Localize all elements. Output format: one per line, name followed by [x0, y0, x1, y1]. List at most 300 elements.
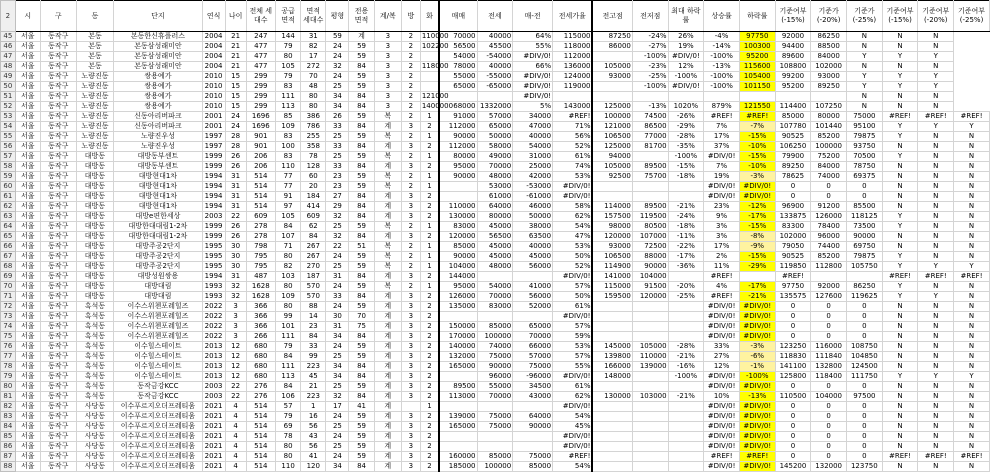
- cell[interactable]: 15: [225, 92, 246, 102]
- cell[interactable]: 795: [246, 262, 275, 272]
- cell[interactable]: 서울: [15, 52, 40, 62]
- cell[interactable]: -53000: [513, 182, 553, 192]
- cell[interactable]: 33: [301, 342, 326, 352]
- row-number[interactable]: 62: [1, 202, 16, 212]
- cell[interactable]: 272: [301, 62, 326, 72]
- cell[interactable]: 795: [246, 252, 275, 262]
- cell[interactable]: 84: [301, 332, 326, 342]
- cell[interactable]: 2: [420, 202, 439, 212]
- cell[interactable]: 동작구: [40, 422, 76, 432]
- cell[interactable]: 95100: [847, 122, 883, 132]
- cell[interactable]: 2: [420, 452, 439, 462]
- cell[interactable]: Y: [882, 262, 918, 272]
- cell[interactable]: 75000: [477, 422, 513, 432]
- cell[interactable]: #DIV/0!: [739, 302, 775, 312]
- cell[interactable]: 54000: [439, 52, 477, 62]
- cell[interactable]: 104000: [439, 262, 477, 272]
- cell[interactable]: N: [918, 162, 954, 172]
- cell[interactable]: 3: [225, 322, 246, 332]
- cell[interactable]: 145000: [592, 342, 632, 352]
- cell[interactable]: 노량진우성: [114, 132, 202, 142]
- cell[interactable]: 59: [349, 152, 374, 162]
- cell[interactable]: 112000: [553, 52, 593, 62]
- cell[interactable]: 동작구: [40, 302, 76, 312]
- cell[interactable]: 223: [301, 392, 326, 402]
- cell[interactable]: 대방동: [76, 152, 114, 162]
- cell[interactable]: 4: [225, 432, 246, 442]
- cell[interactable]: 이수푸르지오더프레티움: [114, 402, 202, 412]
- cell[interactable]: 22: [225, 382, 246, 392]
- cell[interactable]: [668, 402, 704, 412]
- cell[interactable]: 24: [326, 452, 349, 462]
- cell[interactable]: 50000: [477, 132, 513, 142]
- cell[interactable]: 45000: [477, 222, 513, 232]
- cell[interactable]: 75000: [513, 362, 553, 372]
- column-header[interactable]: 평형: [326, 1, 349, 32]
- column-header[interactable]: 계/복: [374, 1, 401, 32]
- cell[interactable]: 88000: [632, 252, 668, 262]
- cell[interactable]: 185000: [439, 462, 477, 472]
- cell[interactable]: 노량진동: [76, 102, 114, 112]
- cell[interactable]: 31: [301, 32, 326, 42]
- cell[interactable]: N: [918, 212, 954, 222]
- cell[interactable]: 88: [301, 302, 326, 312]
- cell[interactable]: 19%: [704, 172, 740, 182]
- cell[interactable]: 대방동: [76, 232, 114, 242]
- row-number[interactable]: 72: [1, 302, 16, 312]
- cell[interactable]: 9%: [704, 212, 740, 222]
- cell[interactable]: 104000: [811, 392, 847, 402]
- cell[interactable]: 2: [420, 292, 439, 302]
- cell[interactable]: -1%: [739, 362, 775, 372]
- cell[interactable]: 이수스위첸포레힐즈: [114, 302, 202, 312]
- cell[interactable]: N: [918, 62, 954, 72]
- cell[interactable]: 55000: [439, 72, 477, 82]
- cell[interactable]: 1999: [202, 162, 225, 172]
- cell[interactable]: 2004: [202, 52, 225, 62]
- cell[interactable]: 대방현대1차: [114, 202, 202, 212]
- row-number[interactable]: 84: [1, 422, 16, 432]
- cell[interactable]: 3: [374, 62, 401, 72]
- cell[interactable]: 110: [276, 462, 301, 472]
- cell[interactable]: 26: [225, 152, 246, 162]
- cell[interactable]: 609: [301, 212, 326, 222]
- cell[interactable]: 3: [401, 352, 420, 362]
- cell[interactable]: 25000: [513, 162, 553, 172]
- cell[interactable]: #DIV/0!: [704, 192, 740, 202]
- cell[interactable]: 동작구: [40, 412, 76, 422]
- cell[interactable]: 17%: [704, 132, 740, 142]
- cell[interactable]: 본동: [76, 42, 114, 52]
- cell[interactable]: 0: [775, 322, 811, 332]
- cell[interactable]: -16%: [668, 362, 704, 372]
- cell[interactable]: 91: [276, 192, 301, 202]
- cell[interactable]: 84: [349, 372, 374, 382]
- cell[interactable]: 2013: [202, 362, 225, 372]
- cell[interactable]: Y: [882, 282, 918, 292]
- cell[interactable]: 79900: [775, 152, 811, 162]
- row-number[interactable]: 65: [1, 232, 16, 242]
- cell[interactable]: -21%: [668, 392, 704, 402]
- cell[interactable]: 57000: [513, 352, 553, 362]
- cell[interactable]: #DIV/0!: [668, 82, 704, 92]
- cell[interactable]: 동작구: [40, 372, 76, 382]
- cell[interactable]: 사당동: [76, 452, 114, 462]
- cell[interactable]: 139000: [439, 412, 477, 422]
- cell[interactable]: 25: [326, 422, 349, 432]
- cell[interactable]: N: [882, 312, 918, 322]
- cell[interactable]: 3: [374, 92, 401, 102]
- column-header[interactable]: 전세: [477, 1, 513, 32]
- cell[interactable]: 2022: [202, 322, 225, 332]
- cell[interactable]: 59: [349, 42, 374, 52]
- cell[interactable]: 84: [349, 62, 374, 72]
- cell[interactable]: 110000: [439, 202, 477, 212]
- cell[interactable]: 77: [276, 172, 301, 182]
- cell[interactable]: 서울: [15, 212, 40, 222]
- column-header[interactable]: 공급 면적: [276, 1, 301, 32]
- cell[interactable]: 복: [374, 132, 401, 142]
- cell[interactable]: 서울: [15, 72, 40, 82]
- cell[interactable]: 동작구: [40, 52, 76, 62]
- cell[interactable]: N: [918, 352, 954, 362]
- cell[interactable]: 1: [301, 402, 326, 412]
- cell[interactable]: 90525: [775, 132, 811, 142]
- cell[interactable]: 414: [301, 202, 326, 212]
- cell[interactable]: 복: [374, 112, 401, 122]
- cell[interactable]: N: [918, 442, 954, 452]
- cell[interactable]: 143000: [553, 102, 593, 112]
- cell[interactable]: 77: [276, 182, 301, 192]
- cell[interactable]: 1: [420, 262, 439, 272]
- cell[interactable]: 24: [326, 52, 349, 62]
- cell[interactable]: 신동아리버파크: [114, 122, 202, 132]
- cell[interactable]: 47000: [513, 122, 553, 132]
- cell[interactable]: 1696: [246, 122, 275, 132]
- cell[interactable]: 동작구: [40, 282, 76, 292]
- cell[interactable]: [420, 72, 439, 82]
- column-header[interactable]: 면적 세대수: [301, 1, 326, 32]
- cell[interactable]: 0: [811, 332, 847, 342]
- cell[interactable]: N: [882, 42, 918, 52]
- cell[interactable]: 0: [847, 412, 883, 422]
- row-number[interactable]: 49: [1, 72, 16, 82]
- cell[interactable]: 100300: [739, 42, 775, 52]
- cell[interactable]: 서울: [15, 232, 40, 242]
- cell[interactable]: 2: [420, 302, 439, 312]
- cell[interactable]: 계: [374, 122, 401, 132]
- cell[interactable]: 2003: [202, 392, 225, 402]
- column-header[interactable]: 동: [76, 1, 114, 32]
- cell[interactable]: 계: [374, 142, 401, 152]
- cell[interactable]: 115600: [739, 62, 775, 72]
- cell[interactable]: 2: [420, 162, 439, 172]
- cell[interactable]: 80: [276, 442, 301, 452]
- cell[interactable]: #DIV/0!: [704, 332, 740, 342]
- cell[interactable]: #DIV/0!: [704, 182, 740, 192]
- cell[interactable]: [632, 412, 668, 422]
- cell[interactable]: [477, 312, 513, 322]
- cell[interactable]: -10%: [739, 162, 775, 172]
- cell[interactable]: -8%: [739, 232, 775, 242]
- cell[interactable]: 83000: [439, 222, 477, 232]
- cell[interactable]: 동작구: [40, 92, 76, 102]
- cell[interactable]: N: [954, 292, 990, 302]
- cell[interactable]: [704, 92, 740, 102]
- cell[interactable]: 26: [326, 112, 349, 122]
- cell[interactable]: 79: [276, 42, 301, 52]
- cell[interactable]: 1: [420, 172, 439, 182]
- cell[interactable]: 120: [301, 462, 326, 472]
- cell[interactable]: 299: [246, 92, 275, 102]
- cell[interactable]: 흑석동: [76, 342, 114, 352]
- cell[interactable]: 62%: [553, 212, 593, 222]
- cell[interactable]: 59: [349, 452, 374, 462]
- cell[interactable]: 118400: [811, 372, 847, 382]
- cell[interactable]: 91500: [632, 282, 668, 292]
- cell[interactable]: 59: [349, 262, 374, 272]
- cell[interactable]: 148000: [592, 372, 632, 382]
- cell[interactable]: 59: [349, 132, 374, 142]
- cell[interactable]: N: [954, 242, 990, 252]
- cell[interactable]: [632, 462, 668, 472]
- cell[interactable]: -13%: [632, 102, 668, 112]
- cell[interactable]: 2: [401, 282, 420, 292]
- cell[interactable]: [632, 192, 668, 202]
- cell[interactable]: -13%: [739, 392, 775, 402]
- cell[interactable]: [668, 272, 704, 282]
- cell[interactable]: 59: [349, 182, 374, 192]
- cell[interactable]: 99: [276, 312, 301, 322]
- cell[interactable]: 95200: [739, 52, 775, 62]
- cell[interactable]: 4: [225, 462, 246, 472]
- cell[interactable]: 2022: [202, 332, 225, 342]
- cell[interactable]: 59: [349, 52, 374, 62]
- cell[interactable]: -100%: [668, 372, 704, 382]
- cell[interactable]: 2: [401, 112, 420, 122]
- cell[interactable]: 100000: [477, 462, 513, 472]
- cell[interactable]: 흑석동: [76, 302, 114, 312]
- cell[interactable]: Y: [847, 72, 883, 82]
- cell[interactable]: N: [954, 352, 990, 362]
- cell[interactable]: 0: [811, 402, 847, 412]
- cell[interactable]: N: [882, 242, 918, 252]
- cell[interactable]: N: [918, 182, 954, 192]
- cell[interactable]: 82: [276, 262, 301, 272]
- cell[interactable]: 서울: [15, 142, 40, 152]
- cell[interactable]: N: [918, 192, 954, 202]
- cell[interactable]: 73500: [847, 222, 883, 232]
- cell[interactable]: 15: [225, 72, 246, 82]
- cell[interactable]: 96000: [811, 232, 847, 242]
- cell[interactable]: N: [954, 162, 990, 172]
- cell[interactable]: 서울: [15, 422, 40, 432]
- cell[interactable]: 서울: [15, 412, 40, 422]
- cell[interactable]: 278: [246, 222, 275, 232]
- cell[interactable]: [668, 432, 704, 442]
- cell[interactable]: 52%: [553, 142, 593, 152]
- cell[interactable]: [632, 302, 668, 312]
- cell[interactable]: 대방동: [76, 172, 114, 182]
- cell[interactable]: 66000: [513, 342, 553, 352]
- cell[interactable]: 3: [401, 212, 420, 222]
- cell[interactable]: 대방대림: [114, 282, 202, 292]
- cell[interactable]: 121550: [739, 102, 775, 112]
- cell[interactable]: 서울: [15, 432, 40, 442]
- cell[interactable]: 2004: [202, 32, 225, 42]
- cell[interactable]: 동작구: [40, 102, 76, 112]
- cell[interactable]: 2: [420, 352, 439, 362]
- cell[interactable]: 609: [246, 212, 275, 222]
- cell[interactable]: 75700: [632, 172, 668, 182]
- cell[interactable]: 20: [301, 182, 326, 192]
- cell[interactable]: 2: [420, 212, 439, 222]
- cell[interactable]: N: [954, 232, 990, 242]
- cell[interactable]: 84: [349, 122, 374, 132]
- cell[interactable]: 노량진동: [76, 92, 114, 102]
- cell[interactable]: 100000: [592, 112, 632, 122]
- cell[interactable]: 복: [374, 152, 401, 162]
- cell[interactable]: [592, 182, 632, 192]
- cell[interactable]: 95200: [775, 82, 811, 92]
- cell[interactable]: #REF!: [954, 112, 990, 122]
- cell[interactable]: 74000: [477, 342, 513, 352]
- cell[interactable]: 79050: [775, 242, 811, 252]
- cell[interactable]: #REF!: [954, 452, 990, 462]
- cell[interactable]: [668, 322, 704, 332]
- cell[interactable]: 34: [326, 102, 349, 112]
- cell[interactable]: 70: [301, 72, 326, 82]
- cell[interactable]: 본동: [76, 32, 114, 42]
- cell[interactable]: 15: [225, 82, 246, 92]
- cell[interactable]: [847, 272, 883, 282]
- cell[interactable]: 27%: [704, 352, 740, 362]
- row-number[interactable]: 83: [1, 412, 16, 422]
- cell[interactable]: 105750: [847, 262, 883, 272]
- cell[interactable]: 서울: [15, 332, 40, 342]
- cell[interactable]: 112000: [439, 142, 477, 152]
- cell[interactable]: 89250: [775, 162, 811, 172]
- cell[interactable]: N: [954, 462, 990, 472]
- cell[interactable]: 93000: [592, 242, 632, 252]
- cell[interactable]: 이수힐스테이트: [114, 342, 202, 352]
- cell[interactable]: 89500: [439, 382, 477, 392]
- cell[interactable]: 45500: [477, 42, 513, 52]
- cell[interactable]: 동작구: [40, 42, 76, 52]
- cell[interactable]: 77000: [632, 132, 668, 142]
- cell[interactable]: 132000: [811, 462, 847, 472]
- cell[interactable]: 0: [811, 452, 847, 462]
- cell[interactable]: 107000: [632, 232, 668, 242]
- cell[interactable]: 흑석동: [76, 392, 114, 402]
- row-number-header[interactable]: 2: [1, 1, 16, 32]
- cell[interactable]: -14%: [704, 42, 740, 52]
- column-header[interactable]: 기준여부 (-25%): [954, 1, 990, 32]
- cell[interactable]: [739, 92, 775, 102]
- cell[interactable]: 대방현대1차: [114, 172, 202, 182]
- cell[interactable]: 계: [374, 322, 401, 332]
- row-number[interactable]: 87: [1, 452, 16, 462]
- cell[interactable]: #DIV/0!: [553, 272, 593, 282]
- cell[interactable]: [668, 92, 704, 102]
- cell[interactable]: 1994: [202, 182, 225, 192]
- cell[interactable]: 70000: [477, 392, 513, 402]
- cell[interactable]: 29: [326, 202, 349, 212]
- row-number[interactable]: 58: [1, 162, 16, 172]
- cell[interactable]: 노량진동: [76, 72, 114, 82]
- cell[interactable]: -100%: [704, 72, 740, 82]
- cell[interactable]: 52000: [513, 302, 553, 312]
- cell[interactable]: -13%: [704, 62, 740, 72]
- cell[interactable]: 68000: [439, 102, 477, 112]
- cell[interactable]: 계: [349, 32, 374, 42]
- cell[interactable]: N: [918, 102, 954, 112]
- cell[interactable]: 144000: [439, 272, 477, 282]
- cell[interactable]: N: [882, 422, 918, 432]
- cell[interactable]: #DIV/0!: [553, 432, 593, 442]
- cell[interactable]: 92000: [775, 32, 811, 42]
- cell[interactable]: 노량진동: [76, 132, 114, 142]
- cell[interactable]: N: [954, 192, 990, 202]
- cell[interactable]: 대방현대1차: [114, 182, 202, 192]
- cell[interactable]: N: [918, 402, 954, 412]
- column-header[interactable]: 기준여부 (-15%): [775, 1, 811, 32]
- cell[interactable]: 32: [326, 392, 349, 402]
- cell[interactable]: N: [918, 362, 954, 372]
- cell[interactable]: N: [954, 432, 990, 442]
- cell[interactable]: 41: [349, 402, 374, 412]
- cell[interactable]: 109: [276, 122, 301, 132]
- cell[interactable]: 3: [225, 302, 246, 312]
- cell[interactable]: 105: [276, 62, 301, 72]
- cell[interactable]: 118000: [421, 62, 449, 70]
- cell[interactable]: #DIV/0!: [739, 312, 775, 322]
- cell[interactable]: 53%: [553, 242, 593, 252]
- cell[interactable]: -6%: [739, 352, 775, 362]
- cell[interactable]: #DIV/0!: [704, 312, 740, 322]
- cell[interactable]: 97750: [775, 282, 811, 292]
- cell[interactable]: 계: [374, 232, 401, 242]
- cell[interactable]: 사당동: [76, 402, 114, 412]
- cell[interactable]: 25: [326, 132, 349, 142]
- cell[interactable]: 0: [775, 332, 811, 342]
- cell[interactable]: #DIV/0!: [739, 192, 775, 202]
- cell[interactable]: 7%: [704, 122, 740, 132]
- cell[interactable]: 90000: [847, 232, 883, 242]
- cell[interactable]: 1999: [202, 232, 225, 242]
- cell[interactable]: 계: [374, 422, 401, 432]
- cell[interactable]: 34000: [513, 112, 553, 122]
- cell[interactable]: 37%: [704, 142, 740, 152]
- cell[interactable]: 1995: [202, 252, 225, 262]
- cell[interactable]: 3: [374, 32, 401, 42]
- cell[interactable]: 복: [374, 182, 401, 192]
- cell[interactable]: 33: [326, 292, 349, 302]
- cell[interactable]: Y: [882, 292, 918, 302]
- cell[interactable]: -12%: [739, 202, 775, 212]
- cell[interactable]: 동작구: [40, 112, 76, 122]
- cell[interactable]: 계: [374, 442, 401, 452]
- cell[interactable]: 2021: [202, 442, 225, 452]
- cell[interactable]: 대방동: [76, 162, 114, 172]
- cell[interactable]: 358: [301, 142, 326, 152]
- cell[interactable]: 299: [246, 82, 275, 92]
- cell[interactable]: 48000: [477, 172, 513, 182]
- cell[interactable]: 흑석동: [76, 312, 114, 322]
- cell[interactable]: 95000: [439, 162, 477, 172]
- cell[interactable]: 145200: [775, 462, 811, 472]
- cell[interactable]: 3: [401, 432, 420, 442]
